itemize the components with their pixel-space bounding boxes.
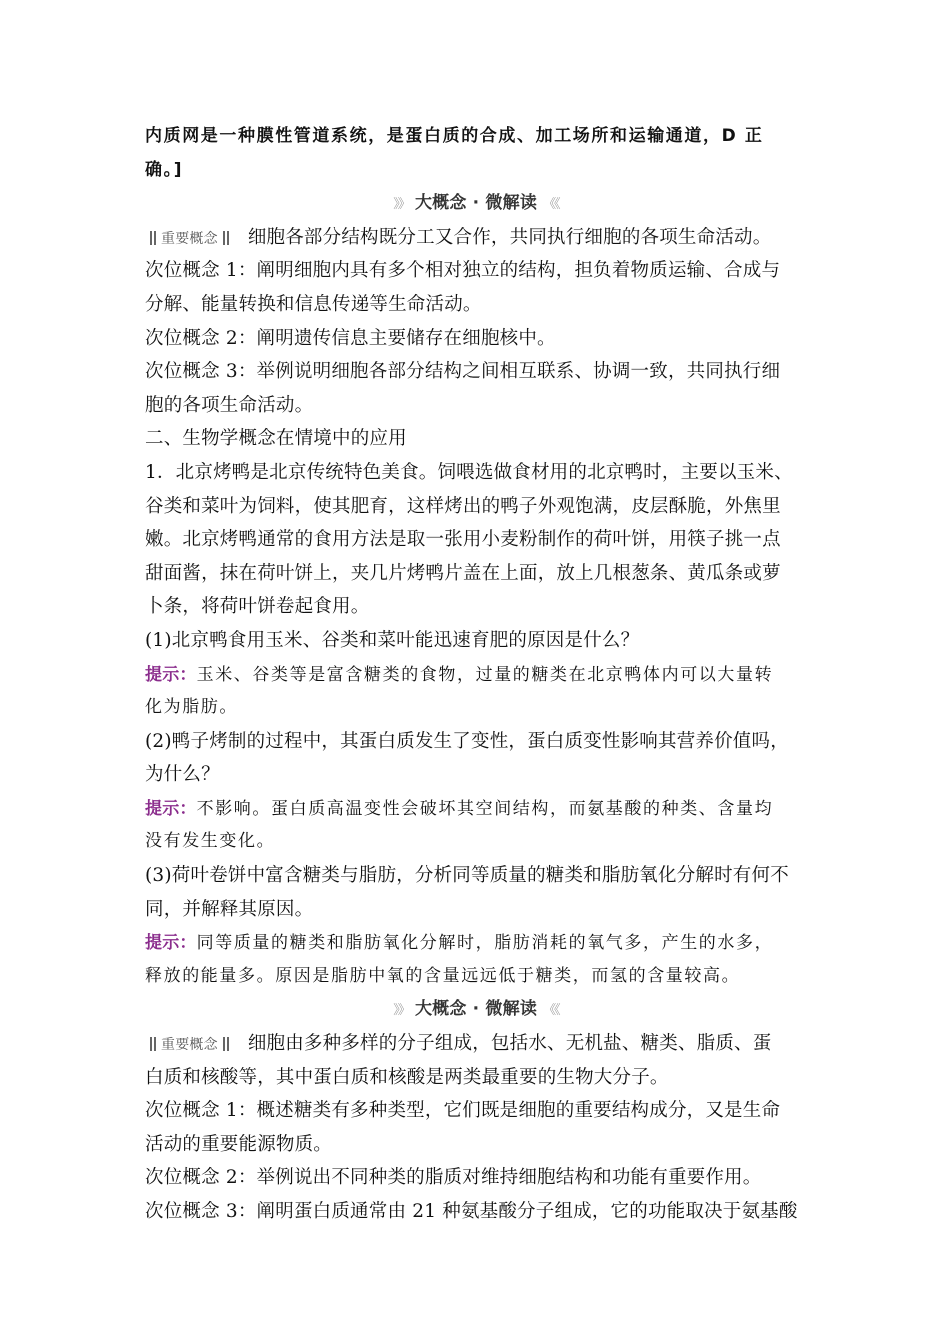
sub-concept-3: 次位概念 3：阐明蛋白质通常由 21 种氨基酸分子组成，它的功能取决于氨基酸 — [145, 1201, 798, 1222]
core-concept-tag: 重要概念 — [145, 223, 234, 255]
hint-label: 提示： — [145, 933, 197, 954]
hint-3 — [145, 926, 807, 960]
question-1: (1)北京鸭食用玉米、谷类和菜叶能迅速育肥的原因是什么？ — [145, 629, 640, 651]
hint-text: 同等质量的糖类和脂肪氧化分解时，脂肪消耗的氧气多，产生的水多， — [196, 933, 774, 954]
double-bar-icon — [149, 1029, 157, 1061]
question-2-cont: 为什么？ — [145, 764, 220, 786]
core-concept-tag: 重要概念 — [145, 1029, 234, 1061]
hint-3-cont: 释放的能量多。原因是脂肪中氧的含量远远低于糖类，而氢的含量较高。 — [145, 965, 741, 986]
sub-concept-1-cont: 分解、能量转换和信息传递等生命活动。 — [145, 293, 482, 315]
left-arrows-icon: 《《 — [543, 1003, 559, 1019]
banner-title: 大概念 · 微解读 — [414, 193, 538, 214]
section-banner — [145, 187, 807, 221]
double-bar-icon — [149, 223, 157, 255]
sub-concept-1: 次位概念 1：阐明细胞内具有多个相对独立的结构，担负着物质运输、合成与 — [145, 260, 781, 282]
sub-concept-3-cont: 胞的各项生命活动。 — [145, 394, 314, 416]
question-3: (3)荷叶卷饼中富含糖类与脂肪，分析同等质量的糖类和脂肪氧化分解时有何不 — [145, 865, 789, 887]
question-2: (2)鸭子烤制的过程中，其蛋白质发生了变性，蛋白质变性影响其营养价值吗， — [145, 730, 789, 752]
passage-line: 嫩。北京烤鸭通常的食用方法是取一张用小麦粉制作的荷叶饼，用筷子挑一点 — [145, 529, 781, 551]
hint-1-cont: 化为脂肪。 — [145, 697, 238, 718]
core-concept-cont: 白质和核酸等，其中蛋白质和核酸是两类最重要的生物大分子。 — [145, 1066, 669, 1088]
passage-line: 卜条，将荷叶饼卷起食用。 — [145, 596, 370, 618]
section-heading: 二、生物学概念在情境中的应用 — [145, 428, 407, 450]
double-bar-icon — [222, 223, 230, 255]
double-bar-icon — [222, 1029, 230, 1061]
passage-line: 1．北京烤鸭是北京传统特色美食。饲喂选做食材用的北京鸭时，主要以玉米、 — [145, 461, 793, 483]
sub-concept-1-cont: 活动的重要能源物质。 — [145, 1133, 333, 1155]
section-banner — [145, 993, 807, 1027]
answer-end-line: 确。] — [145, 159, 184, 180]
right-arrows-icon: 》》 — [393, 1003, 409, 1019]
sub-concept-2: 次位概念 2：阐明遗传信息主要储存在细胞核中。 — [145, 327, 556, 349]
hint-label: 提示： — [145, 664, 197, 685]
hint-2-cont: 没有发生变化。 — [145, 831, 276, 852]
hint-label: 提示： — [145, 798, 197, 819]
question-3-cont: 同，并解释其原因。 — [145, 898, 314, 920]
sub-concept-1: 次位概念 1：概述糖类有多种类型，它们既是细胞的重要结构成分，又是生命 — [145, 1100, 781, 1122]
core-concept-text: 细胞各部分结构既分工又合作，共同执行细胞的各项生命活动。 — [247, 226, 772, 248]
document-page — [145, 120, 807, 1229]
right-arrows-icon: 》》 — [393, 197, 409, 213]
sub-concept-3: 次位概念 3：举例说明细胞各部分结构之间相互联系、协调一致，共同执行细 — [145, 361, 781, 383]
left-arrows-icon: 《《 — [543, 197, 559, 213]
answer-continuation-line: 内质网是一种膜性管道系统，是蛋白质的合成、加工场所和运输通道，D 正 — [145, 126, 764, 146]
hint-1 — [145, 658, 807, 692]
hint-text: 不影响。蛋白质高温变性会破坏其空间结构，而氨基酸的种类、含量均 — [196, 798, 774, 819]
core-concept-line — [145, 221, 807, 255]
sub-concept-2: 次位概念 2：举例说出不同种类的脂质对维持细胞结构和功能有重要作用。 — [145, 1167, 762, 1189]
core-concept-line — [145, 1027, 807, 1061]
passage-line: 甜面酱，抹在荷叶饼上，夹几片烤鸭片盖在上面，放上几根葱条、黄瓜条或萝 — [145, 562, 781, 584]
hint-text: 玉米、谷类等是富含糖类的食物，过量的糖类在北京鸭体内可以大量转 — [196, 664, 774, 685]
banner-title: 大概念 · 微解读 — [414, 999, 538, 1020]
core-concept-text: 细胞由多种多样的分子组成，包括水、无机盐、糖类、脂质、蛋 — [247, 1033, 772, 1055]
hint-2 — [145, 792, 807, 826]
passage-line: 谷类和菜叶为饲料，使其肥育，这样烤出的鸭子外观饱满，皮层酥脆，外焦里 — [145, 495, 781, 517]
